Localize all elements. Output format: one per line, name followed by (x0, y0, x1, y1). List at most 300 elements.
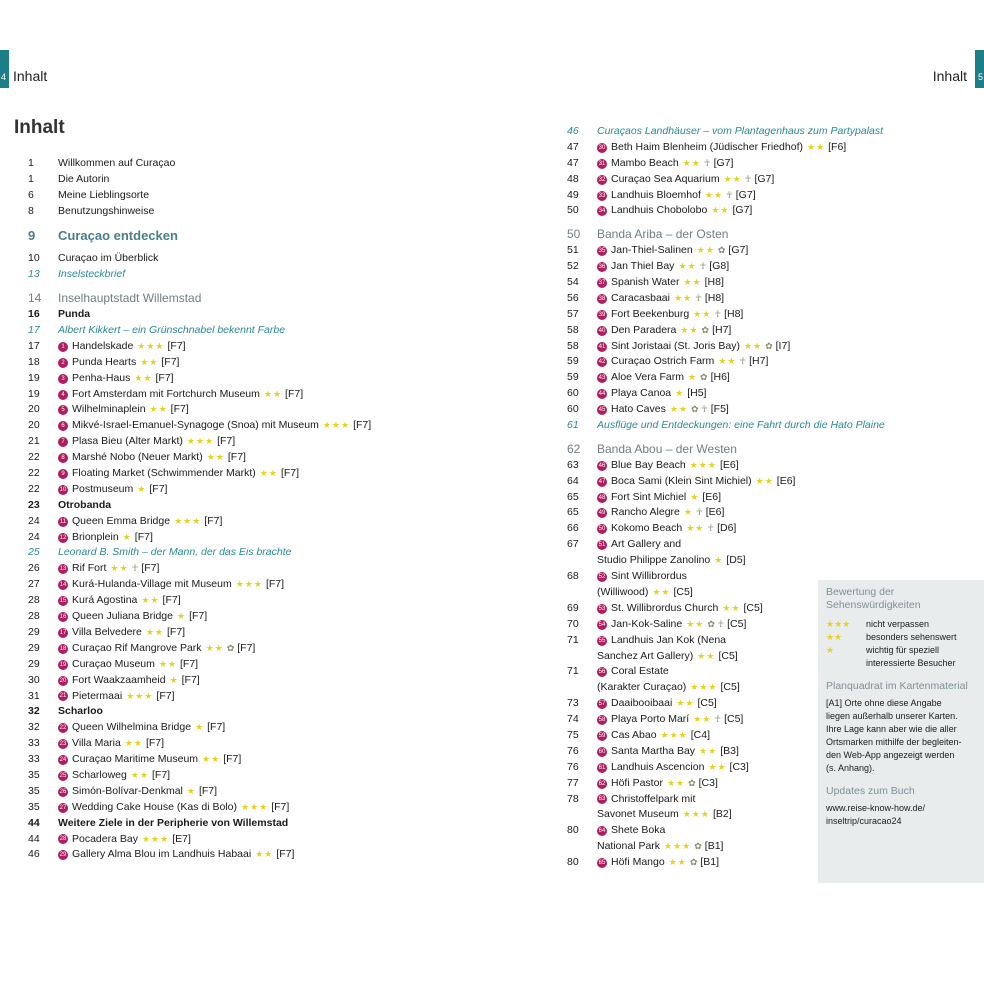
star-rating-icon: ★★ (124, 738, 143, 749)
map-grid-ref: [C5] (720, 681, 740, 694)
entry-content (58, 267, 125, 283)
toc-entry[interactable] (28, 323, 428, 339)
toc-entry[interactable] (28, 768, 428, 784)
toc-entry[interactable] (28, 816, 428, 832)
entry-content (597, 664, 669, 680)
page-ref: 54 (567, 276, 579, 289)
entry-content (58, 530, 153, 546)
entry-content (597, 402, 729, 418)
toc-entry[interactable] (28, 832, 428, 848)
toc-entry[interactable] (28, 609, 428, 625)
map-grid-ref: [C5] (673, 585, 693, 598)
toc-entry[interactable] (567, 339, 817, 355)
star-rating-icon: ★★ (158, 658, 178, 669)
entry-title: Wedding Cake House (Kas di Bolo) (72, 800, 237, 813)
star-rating-icon: ★★ (259, 468, 278, 479)
entry-content (597, 617, 746, 633)
entry-title: Curaçaos Landhäuser – vom Plantagenhaus zum Partypalast (597, 125, 884, 137)
sight-number-badge: 47 (598, 478, 606, 485)
toc-entry[interactable] (28, 482, 428, 498)
star-rating-icon: ★★★ (137, 340, 165, 351)
activity-icon: ☥ (699, 261, 707, 272)
entry-title: Pocadera Bay (72, 832, 138, 845)
toc-entry[interactable] (28, 625, 428, 641)
toc-entry[interactable] (28, 657, 428, 673)
grid-line-4: Ortsmarken mithilfe der begleiten- (826, 737, 962, 747)
toc-entry[interactable] (28, 847, 428, 863)
map-grid-ref: [E6] (705, 506, 725, 519)
toc-entry[interactable] (28, 800, 428, 816)
page-ref: 22 (28, 467, 40, 480)
toc-entry[interactable] (28, 371, 428, 387)
page-ref: 28 (28, 594, 40, 607)
toc-entry[interactable] (567, 259, 817, 275)
page-ref: 73 (567, 697, 579, 710)
map-grid-ref: [D6] (717, 522, 737, 535)
legend-box (818, 580, 984, 883)
sight-number-badge: 9 (58, 469, 68, 479)
sight-number-badge: 39 (598, 311, 606, 318)
activity-icon: ☥ (695, 292, 702, 303)
toc-entry[interactable] (28, 545, 428, 561)
toc-entry[interactable] (567, 855, 817, 871)
page-ref: 51 (567, 244, 579, 257)
toc-entry[interactable] (28, 577, 428, 593)
entry-content (58, 768, 170, 784)
running-head-left: Inhalt (13, 68, 48, 84)
star-rating-icon: ★★ (141, 595, 160, 606)
entry-content (58, 498, 111, 514)
star-rating-icon: ★★ (686, 523, 705, 534)
page-ref: 58 (567, 323, 579, 336)
sight-number-badge: 42 (598, 359, 606, 366)
entry-content (58, 339, 186, 355)
star-rating-icon: ★★ (711, 205, 730, 216)
map-grid-ref: [H8] (724, 307, 744, 320)
toc-entry[interactable] (28, 704, 428, 720)
sight-number-badge: 46 (598, 462, 606, 469)
star-rating-icon: ★★ (263, 388, 283, 399)
page-ref: 24 (28, 530, 40, 543)
sight-number-badge: 60 (598, 748, 606, 755)
toc-entry[interactable] (567, 386, 817, 402)
page-ref: 1 (28, 172, 34, 185)
map-grid-ref: [E6] (702, 490, 722, 503)
star-rating-icon: ★ (714, 555, 724, 566)
sight-number-badge: 33 (598, 192, 606, 199)
entry-title: St. Willibrordus Church (611, 601, 719, 614)
toc-entry[interactable] (567, 521, 817, 537)
map-grid-ref: [C3] (698, 776, 718, 789)
toc-entry[interactable] (567, 172, 817, 188)
sight-number-badge: 49 (598, 510, 606, 517)
toc-entry[interactable] (28, 530, 428, 546)
page-ref: 57 (567, 307, 579, 320)
toc-entry[interactable] (28, 172, 428, 188)
map-grid-ref: [F7] (227, 451, 246, 464)
rating-1-text: wichtig für speziell (866, 645, 940, 655)
toc-entry[interactable] (28, 689, 428, 705)
entry-title: Postmuseum (72, 482, 134, 495)
sight-number-badge: 15 (59, 598, 67, 605)
toc-entry[interactable] (567, 569, 817, 585)
toc-entry[interactable] (28, 784, 428, 800)
page-ref: 13 (28, 268, 40, 281)
toc-entry[interactable] (567, 474, 817, 490)
toc-entry[interactable] (567, 291, 817, 307)
sight-number-badge: 27 (59, 804, 67, 811)
toc-entry[interactable] (567, 458, 817, 474)
sight-number-badge: 13 (59, 566, 67, 573)
page-ref: 61 (567, 419, 579, 432)
page-title: Inhalt (14, 117, 65, 138)
page-ref: 49 (567, 188, 579, 201)
toc-entry[interactable] (567, 402, 817, 418)
page-ref: 76 (567, 760, 579, 773)
page-ref: 64 (567, 474, 579, 487)
toc-entry[interactable] (567, 188, 817, 204)
page-ref: 14 (28, 291, 42, 306)
toc-entry[interactable] (567, 807, 817, 823)
entry-title: Jan Thiel Bay (611, 260, 675, 273)
star-rating-icon: ★★ (145, 626, 164, 637)
entry-content (597, 259, 729, 275)
toc-entry[interactable] (28, 561, 428, 577)
map-grid-ref: [F7] (161, 355, 180, 368)
toc-entry[interactable] (28, 514, 428, 530)
toc-entry[interactable] (28, 434, 428, 450)
entry-content (597, 649, 738, 665)
sight-number-badge: 37 (598, 279, 606, 286)
entry-content (597, 370, 730, 386)
sight-number-badge: 36 (598, 264, 606, 271)
entry-title: Sint Willibrordus (611, 570, 687, 583)
sight-number-badge: 54 (598, 621, 606, 628)
star-rating-icon: ★★ (723, 173, 742, 184)
entry-content (58, 784, 217, 800)
toc-entry[interactable] (28, 267, 428, 283)
toc-entry[interactable] (567, 776, 817, 792)
toc-entry[interactable] (28, 156, 428, 172)
entry-title: Queen Wilhelmina Bridge (72, 721, 192, 734)
entry-content (58, 561, 159, 577)
entry-content (597, 339, 790, 355)
toc-entry[interactable] (28, 291, 428, 307)
map-grid-ref: [C5] (718, 649, 738, 662)
activity-icon: ✿ (694, 841, 702, 852)
entry-title: Landhuis Ascencion (611, 760, 705, 773)
toc-entry[interactable] (567, 649, 817, 665)
toc-entry[interactable] (567, 140, 847, 156)
map-grid-ref: [E7] (172, 832, 191, 845)
page-ref: 9 (28, 227, 36, 243)
activity-icon: ☥ (739, 356, 747, 367)
star-rating-icon: ★★ (130, 769, 150, 780)
entry-content (597, 696, 717, 712)
sight-number-badge: 52 (598, 574, 606, 580)
star-rating-icon: ★★ (680, 324, 699, 335)
toc-entry[interactable] (567, 696, 817, 712)
page-ref: 21 (28, 435, 40, 448)
star-rating-icon: ★★ (202, 754, 221, 765)
toc-entry[interactable] (28, 188, 428, 204)
toc-entry[interactable] (28, 251, 428, 267)
entry-content (597, 291, 724, 307)
page-ref: 52 (567, 260, 579, 273)
entry-title: Penha-Haus (72, 371, 131, 384)
star-rating-icon: ★★ (683, 277, 702, 288)
toc-entry[interactable] (567, 839, 817, 855)
sight-number-badge: 57 (598, 701, 606, 708)
page-ref: 46 (567, 125, 579, 137)
toc-entry[interactable] (567, 275, 817, 291)
sight-number-badge: 24 (59, 757, 67, 764)
toc-entry[interactable] (567, 744, 817, 760)
page-ref: 56 (567, 291, 579, 304)
page-ref: 44 (28, 816, 40, 829)
toc-entry[interactable] (28, 593, 428, 609)
map-grid-ref: [F7] (276, 848, 295, 861)
toc-entry[interactable] (567, 712, 817, 728)
entry-title: Scharloweg (72, 768, 127, 781)
star-rating-icon: ★★★ (664, 841, 692, 852)
toc-entry[interactable] (28, 466, 428, 482)
sight-number-badge: 65 (598, 860, 606, 867)
toc-entry[interactable] (28, 355, 428, 371)
toc-entry[interactable] (28, 339, 428, 355)
map-grid-ref: [F7] (180, 657, 199, 670)
toc-entry[interactable] (567, 760, 817, 776)
page-ref: 65 (567, 490, 579, 503)
map-grid-ref: [F7] (285, 387, 304, 400)
toc-entry[interactable] (567, 156, 817, 172)
toc-entry[interactable] (28, 307, 428, 323)
map-grid-ref: [F7] (167, 625, 186, 638)
toc-entry[interactable] (28, 498, 428, 514)
activity-icon: ☥ (707, 523, 715, 534)
toc-entry[interactable] (28, 204, 428, 220)
entry-title: National Park (597, 840, 661, 853)
spacer (567, 219, 817, 227)
star-rating-icon: ★★ (673, 292, 693, 303)
activity-icon: ☥ (744, 173, 752, 184)
sight-number-badge: 48 (598, 494, 606, 501)
map-grid-ref: [F7] (237, 641, 256, 654)
entry-title: Caracasbaai (611, 291, 670, 304)
toc-entry[interactable] (567, 307, 817, 323)
entry-title: Otrobanda (58, 498, 112, 511)
entry-title: Landhuis Chobolobo (611, 204, 708, 217)
page-ref: 75 (567, 728, 579, 741)
entry-title: Inselsteckbrief (58, 268, 126, 281)
spacer (28, 220, 428, 228)
entry-title: Curaçao im Überblick (58, 252, 159, 265)
toc-entry[interactable] (567, 601, 817, 617)
star-rating-icon: ★★ (686, 618, 705, 629)
toc-entry[interactable] (567, 418, 885, 434)
entry-title: Studio Philippe Zanolino (597, 554, 711, 567)
entry-content (58, 251, 158, 267)
entry-title: Ausflüge und Entdeckungen: eine Fahrt durch die Hato Plaine (597, 419, 885, 432)
entry-content (58, 673, 200, 689)
star-rating-icon: ★★★ (186, 436, 215, 447)
entry-content (597, 124, 883, 140)
star-rating-icon: ★ (177, 611, 187, 622)
toc-entry[interactable] (28, 387, 428, 403)
entry-title: Marshé Nobo (Neuer Markt) (72, 451, 203, 464)
page-ref: 77 (567, 776, 579, 789)
rating-title: Bewertung der (826, 586, 895, 598)
toc-entry[interactable] (28, 450, 428, 466)
grid-title: Planquadrat im Kartenmaterial (826, 680, 968, 692)
entry-title: Curaçao Museum (72, 657, 155, 670)
entry-title: Scharloo (58, 705, 103, 718)
entry-content (597, 521, 736, 537)
sight-number-badge: 22 (59, 725, 67, 732)
map-grid-ref: [F7] (181, 673, 200, 686)
entry-content (597, 553, 746, 569)
map-grid-ref: [F7] (207, 721, 226, 734)
toc-entry[interactable] (567, 203, 817, 219)
toc-entry[interactable] (567, 354, 817, 370)
entry-title: Landhuis Bloemhof (611, 188, 701, 201)
toc-entry[interactable] (567, 227, 817, 243)
sight-number-badge: 56 (598, 669, 606, 676)
page-ref: 35 (28, 768, 40, 781)
entry-title: Cas Abao (611, 728, 657, 741)
entry-content (597, 386, 706, 402)
entry-title: Christoffelpark mit (611, 792, 696, 805)
entry-content (58, 450, 246, 466)
toc-entry[interactable] (567, 505, 817, 521)
toc-entry[interactable] (28, 402, 428, 418)
entry-content (597, 855, 719, 871)
page-ref: 19 (28, 371, 40, 384)
entry-title: Plasa Bieu (Alter Markt) (72, 435, 183, 448)
toc-entry[interactable] (28, 418, 428, 434)
entry-title: Höfi Mango (611, 856, 665, 869)
map-grid-ref: [F7] (170, 403, 189, 416)
toc-entry[interactable] (567, 553, 817, 569)
star-rating-icon: ★★★ (141, 833, 170, 844)
page-ref: 20 (28, 403, 40, 416)
toc-entry[interactable] (567, 823, 817, 839)
updates-url-2[interactable]: inseltrip/curacao24 (826, 816, 902, 826)
star-rating-icon: ★★ (149, 404, 168, 415)
page-ref: 22 (28, 482, 40, 495)
sight-number-badge: 55 (598, 637, 606, 644)
sight-number-badge: 14 (59, 582, 67, 589)
toc-entry[interactable] (567, 442, 817, 458)
entry-title: Leonard B. Smith – der Mann, der das Eis brachte (58, 546, 292, 559)
entry-title: Fort Sint Michiel (611, 490, 687, 503)
entry-title: Curaçao Sea Aquarium (611, 172, 720, 185)
sight-number-badge: 59 (598, 732, 606, 739)
toc-entry[interactable] (567, 664, 817, 680)
updates-url-1[interactable]: www.reise-know-how.de/ (826, 803, 926, 813)
sight-number-badge: 62 (598, 780, 606, 787)
sight-number-badge: 23 (59, 741, 67, 748)
map-grid-ref: [G7] (754, 172, 775, 185)
toc-entry[interactable] (28, 673, 428, 689)
page-ref: 60 (567, 403, 579, 416)
toc-entry[interactable] (567, 680, 817, 696)
toc-entry[interactable] (567, 537, 817, 553)
page-ref: 80 (567, 856, 579, 869)
map-grid-ref: [F7] (152, 768, 171, 781)
sight-number-badge: 29 (59, 852, 67, 859)
page-ref: 10 (28, 252, 40, 265)
page-ref: 35 (28, 784, 40, 797)
page-ref: 71 (567, 665, 579, 678)
toc-entry[interactable] (28, 736, 428, 752)
toc-entry[interactable] (567, 728, 817, 744)
page-ref: 8 (28, 204, 34, 217)
toc-entry[interactable] (28, 641, 428, 657)
star-rating-icon: ★★★ (690, 682, 718, 693)
entry-title: Inselhauptstadt Willemstad (58, 291, 202, 306)
toc-entry[interactable] (567, 792, 817, 808)
entry-title: (Karakter Curaçao) (597, 681, 687, 694)
star-rating-icon: ★★ (140, 356, 159, 367)
toc-entry[interactable] (567, 243, 817, 259)
map-grid-ref: [F7] (271, 800, 290, 813)
page-ref: 62 (567, 441, 581, 456)
toc-entry[interactable] (567, 490, 817, 506)
toc-entry[interactable] (567, 323, 817, 339)
map-grid-ref: [F7] (204, 514, 223, 527)
entry-title: Weitere Ziele in der Peripherie von Willemstad (58, 816, 289, 829)
toc-entry[interactable] (28, 720, 428, 736)
entry-title: Playa Porto Marí (611, 713, 690, 726)
toc-entry[interactable] (28, 228, 428, 244)
star-icon: ★★★ (826, 619, 851, 629)
entry-title: Punda Hearts (72, 355, 137, 368)
entry-content (597, 458, 739, 474)
sight-number-badge: 4 (58, 390, 68, 400)
star-rating-icon: ★★ (743, 340, 763, 351)
toc-entry[interactable] (567, 617, 817, 633)
entry-content (58, 704, 103, 720)
map-grid-ref: [F7] (162, 594, 181, 607)
entry-content (58, 291, 201, 307)
entry-content (58, 188, 149, 204)
star-rating-icon: ★★★ (689, 459, 717, 470)
star-rating-icon: ★ (137, 483, 147, 494)
toc-entry[interactable] (567, 585, 817, 601)
sight-number-badge: 38 (598, 295, 606, 302)
page-ref: 46 (28, 848, 40, 861)
page-ref: 66 (567, 522, 579, 535)
page-ref: 31 (28, 689, 40, 702)
toc-entry[interactable] (567, 370, 817, 386)
page-ref: 20 (28, 419, 40, 432)
rating-row-2 (826, 631, 976, 644)
entry-title: Willkommen auf Curaçao (58, 157, 176, 169)
star-rating-icon: ★ (690, 491, 700, 502)
map-grid-ref: [F7] (280, 467, 300, 480)
entry-title: Jan-Thiel-Salinen (611, 244, 693, 257)
toc-entry[interactable] (567, 633, 817, 649)
entry-content (597, 243, 748, 259)
entry-content (58, 577, 284, 593)
entry-content (597, 680, 740, 696)
toc-entry[interactable] (28, 752, 428, 768)
rating-1-text-2: interessierte Besucher (866, 658, 956, 668)
rating-2-text: besonders sehenswert (866, 632, 957, 642)
star-rating-icon: ★ (195, 722, 205, 733)
toc-entry[interactable] (567, 124, 884, 140)
